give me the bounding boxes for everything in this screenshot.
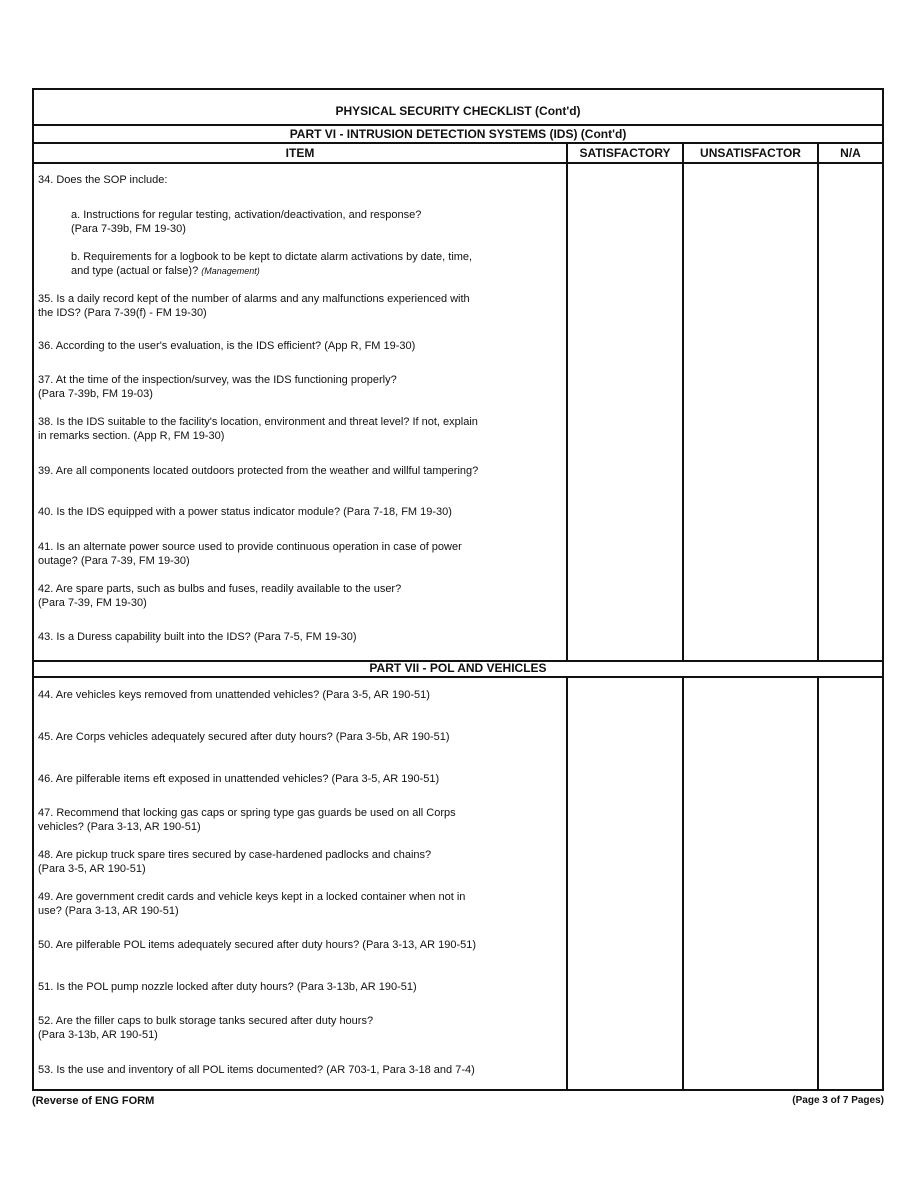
- question-52-text: 52. Are the filler caps to bulk storage tanks secured after duty hours?: [38, 1015, 374, 1027]
- col-divider: [817, 144, 819, 162]
- col-divider: [566, 144, 568, 162]
- question-34b-text-2: [71, 264, 561, 278]
- question-49-text: 49. Are government credit cards and vehicle keys kept in a locked container when not in: [38, 891, 466, 903]
- col-divider: [682, 162, 684, 660]
- footer-page-number: (Page 3 of 7 Pages): [792, 1095, 884, 1106]
- form-title: PHYSICAL SECURITY CHECKLIST (Cont'd): [34, 90, 882, 126]
- col-item-header: ITEM: [285, 146, 315, 160]
- question-47-text: 47. Recommend that locking gas caps or spring type gas guards be used on all Corps: [38, 807, 456, 819]
- question-37-ref: (Para 7-39b, FM 19-03): [38, 388, 153, 400]
- question-34b-note: (Management): [201, 266, 260, 276]
- question-41-text: 41. Is an alternate power source used to provide continuous operation in case of power: [38, 541, 462, 553]
- question-35: [38, 292, 562, 320]
- question-47-ref: vehicles? (Para 3-13, AR 190-51): [38, 821, 201, 833]
- checklist-form: [32, 88, 884, 1091]
- question-34b-text: b. Requirements for a logbook to be kept to dictate alarm activations by date, time,: [71, 251, 473, 263]
- part6-heading: PART VI - INTRUSION DETECTION SYSTEMS (IDS) (Cont'd): [34, 126, 882, 144]
- question-35-text: 35. Is a daily record kept of the number of alarms and any malfunctions experienced with: [38, 293, 470, 305]
- part7-heading: PART VII - POL AND VEHICLES: [34, 660, 882, 678]
- col-divider: [566, 678, 568, 1089]
- question-34: 34. Does the SOP include:: [38, 174, 168, 186]
- question-38: [38, 415, 562, 443]
- question-40: 40. Is the IDS equipped with a power status indicator module? (Para 7-18, FM 19-30): [38, 506, 452, 518]
- question-48: [38, 848, 562, 876]
- col-divider: [682, 144, 684, 162]
- question-48-text: 48. Are pickup truck spare tires secured by case-hardened padlocks and chains?: [38, 849, 432, 861]
- question-34b: [71, 250, 561, 278]
- question-38-ref: in remarks section. (App R, FM 19-30): [38, 430, 225, 442]
- question-47: [38, 806, 562, 834]
- question-41: [38, 540, 562, 568]
- question-38-text: 38. Is the IDS suitable to the facility's location, environment and threat level? If not, explain: [38, 416, 478, 428]
- col-na-header: N/A: [840, 146, 861, 160]
- question-43: 43. Is a Duress capability built into the IDS? (Para 7-5, FM 19-30): [38, 631, 357, 643]
- question-51: 51. Is the POL pump nozzle locked after duty hours? (Para 3-13b, AR 190-51): [38, 981, 417, 993]
- question-50: 50. Are pilferable POL items adequately secured after duty hours? (Para 3-13, AR 190-51): [38, 939, 477, 951]
- col-unsatisfactory-header: UNSATISFACTOR: [700, 146, 801, 160]
- column-headers: [34, 144, 882, 164]
- question-34a-text: a. Instructions for regular testing, activation/deactivation, and response?: [71, 209, 422, 221]
- question-49-ref: use? (Para 3-13, AR 190-51): [38, 905, 179, 917]
- question-42-text: 42. Are spare parts, such as bulbs and fuses, readily available to the user?: [38, 583, 402, 595]
- col-divider: [566, 162, 568, 660]
- col-divider: [682, 678, 684, 1089]
- question-41-ref: outage? (Para 7-39, FM 19-30): [38, 555, 190, 567]
- question-49: [38, 890, 562, 918]
- question-52-ref: (Para 3-13b, AR 190-51): [38, 1029, 158, 1041]
- question-34b-text-2a: and type (actual or false)?: [71, 265, 199, 277]
- question-37-text: 37. At the time of the inspection/survey, was the IDS functioning properly?: [38, 374, 397, 386]
- footer-form-reference: (Reverse of ENG FORM: [32, 1095, 155, 1107]
- question-34a: [71, 208, 561, 236]
- col-satisfactory-header: SATISFACTORY: [579, 146, 671, 160]
- question-36: 36. According to the user's evaluation, is the IDS efficient? (App R, FM 19-30): [38, 340, 416, 352]
- col-divider: [817, 162, 819, 660]
- question-39: 39. Are all components located outdoors protected from the weather and willful tampering?: [38, 465, 479, 477]
- question-48-ref: (Para 3-5, AR 190-51): [38, 863, 146, 875]
- question-35-ref: the IDS? (Para 7-39(f) - FM 19-30): [38, 307, 207, 319]
- question-42: [38, 582, 562, 610]
- part7-section: [34, 678, 882, 1089]
- question-37: [38, 373, 562, 401]
- part6-section: [34, 162, 882, 662]
- question-45: 45. Are Corps vehicles adequately secured after duty hours? (Para 3-5b, AR 190-51): [38, 731, 450, 743]
- question-52: [38, 1014, 562, 1042]
- col-divider: [817, 678, 819, 1089]
- question-46: 46. Are pilferable items eft exposed in unattended vehicles? (Para 3-5, AR 190-51): [38, 773, 440, 785]
- question-53: 53. Is the use and inventory of all POL items documented? (AR 703-1, Para 3-18 and 7-4): [38, 1064, 475, 1076]
- question-34a-ref: (Para 7-39b, FM 19-30): [71, 223, 186, 235]
- question-42-ref: (Para 7-39, FM 19-30): [38, 597, 147, 609]
- question-44: 44. Are vehicles keys removed from unattended vehicles? (Para 3-5, AR 190-51): [38, 689, 430, 701]
